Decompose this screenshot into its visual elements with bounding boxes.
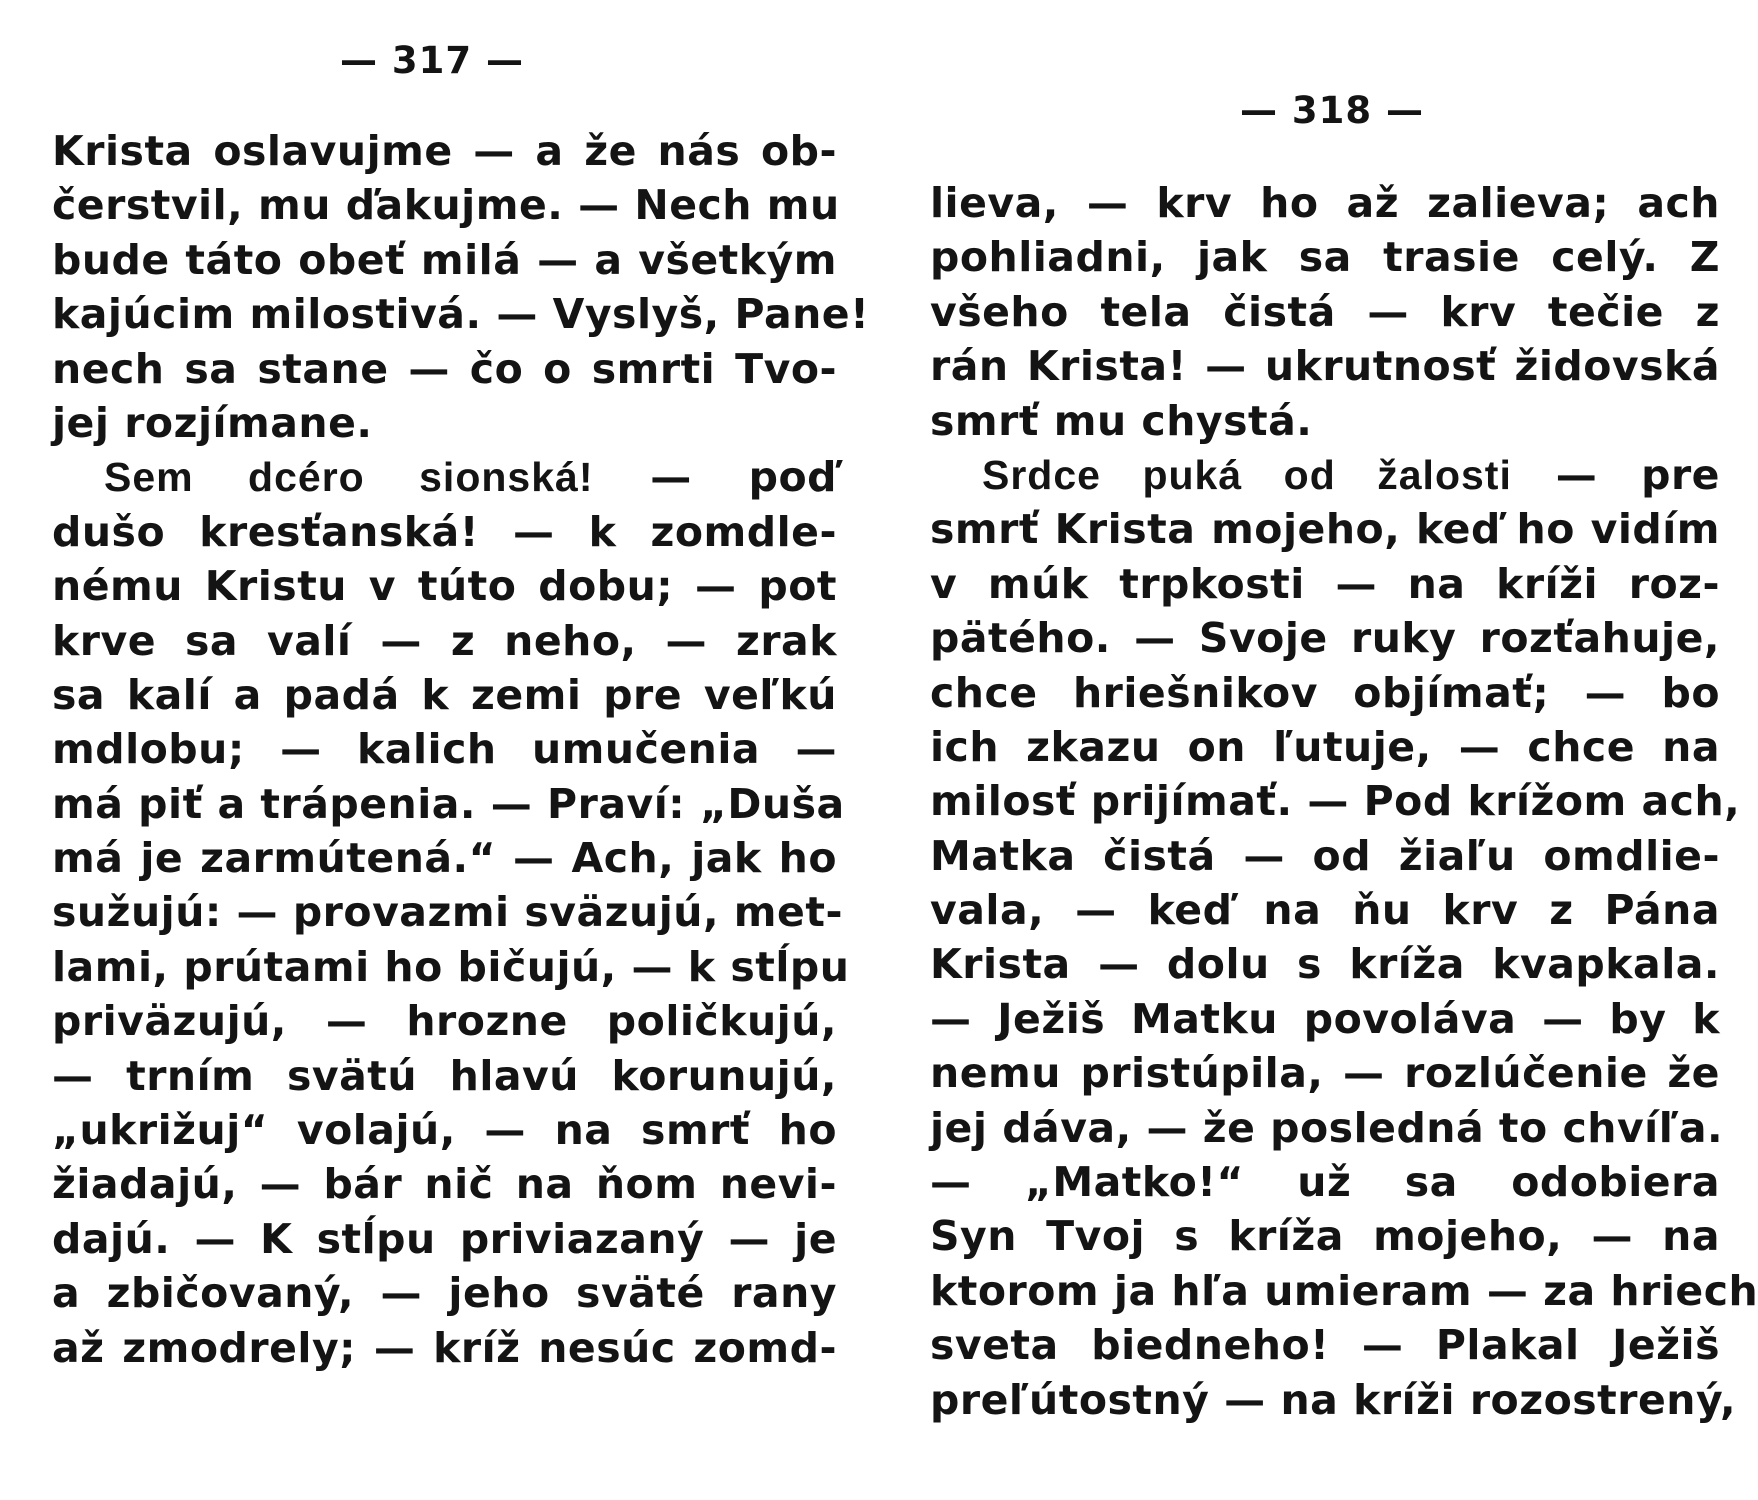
text-line: nemu pristúpila, — rozlúčenie že bbox=[930, 1049, 1720, 1098]
text-line: má je zarmútená.“ — Ach, jak ho bbox=[52, 834, 837, 883]
text-line: milosť prijímať. — Pod krížom ach, bbox=[930, 777, 1741, 826]
text-line: sužujú: — provazmi sväzujú, met- bbox=[52, 888, 843, 937]
heading-continuation: — pre bbox=[1511, 450, 1720, 499]
text-line: Matka čistá — od žiaľu omdlie- bbox=[930, 831, 1720, 880]
text-line: čerstvil, mu ďakujme. — Nech mu bbox=[52, 181, 840, 230]
text-line: „ukrižuj“ volajú, — na smrť ho bbox=[52, 1106, 837, 1155]
text-line: smrť mu chystá. bbox=[930, 396, 1313, 445]
text-line: nech sa stane — čo o smrti Tvo- bbox=[52, 344, 837, 393]
heading-continuation: — poď bbox=[593, 453, 837, 502]
text-line: jej rozjímane. bbox=[52, 398, 373, 447]
text-line: ktorom ja hľa umieram — za hriech bbox=[930, 1266, 1758, 1315]
text-line: preľútostný — na kríži rozostrený, bbox=[930, 1375, 1737, 1424]
text-line: bude táto obeť milá — a všetkým bbox=[52, 235, 837, 284]
text-line: smrť Krista mojeho, keď ho vidím bbox=[930, 505, 1720, 554]
text-line: má piť a trápenia. — Praví: „Duša bbox=[52, 779, 845, 828]
heading-line bbox=[930, 448, 1720, 502]
text-line: — „Matko!“ už sa odobiera bbox=[930, 1158, 1720, 1207]
page-text bbox=[52, 124, 870, 1375]
text-line: ich zkazu on ľutuje, — chce na bbox=[930, 722, 1720, 771]
text-line: a zbičovaný, — jeho sväté rany bbox=[52, 1269, 837, 1318]
right-page bbox=[879, 0, 1758, 1500]
text-line: jej dáva, — že posledná to chvíľa. bbox=[930, 1103, 1724, 1152]
text-line: lami, prútami ho bičujú, — k stĺpu bbox=[52, 942, 850, 991]
text-line: priväzujú, — hrozne poličkujú, bbox=[52, 997, 837, 1046]
text-line: krve sa valí — z neho, — zrak bbox=[52, 616, 837, 665]
text-line: sa kalí a padá k zemi pre veľkú bbox=[52, 670, 837, 719]
text-line: mdlobu; — kalich umučenia — bbox=[52, 725, 837, 774]
section-heading: Sem dcéro sionská! bbox=[104, 454, 594, 501]
text-line: až zmodrely; — kríž nesúc zomd- bbox=[52, 1323, 837, 1372]
text-line: kajúcim milostivá. — Vyslyš, Pane! bbox=[52, 290, 870, 339]
text-line: chce hriešnikov objímať; — bo bbox=[930, 668, 1720, 717]
heading-line bbox=[52, 450, 837, 504]
text-line: Syn Tvoj s kríža mojeho, — na bbox=[930, 1212, 1720, 1261]
text-line: dušo kresťanská! — k zomdle- bbox=[52, 507, 837, 556]
page-text bbox=[930, 176, 1758, 1427]
text-line: žiadajú, — bár nič na ňom nevi- bbox=[52, 1160, 837, 1209]
text-line: pohliadni, jak sa trasie celý. Z bbox=[930, 233, 1720, 282]
text-line: nému Kristu v túto dobu; — pot bbox=[52, 562, 837, 611]
text-line: — trním svätú hlavú korunujú, bbox=[52, 1051, 837, 1100]
page-number: — 317 — bbox=[340, 39, 524, 82]
text-line: dajú. — K stĺpu priviazaný — je bbox=[52, 1214, 837, 1263]
text-line: — Ježiš Matku povoláva — by k bbox=[930, 994, 1720, 1043]
text-line: všeho tela čistá — krv tečie z bbox=[930, 287, 1720, 336]
text-line: lieva, — krv ho až zalieva; ach bbox=[930, 179, 1720, 227]
text-line: sveta biedneho! — Plakal Ježiš bbox=[930, 1321, 1720, 1370]
text-line: Krista oslavujme — a že nás ob- bbox=[52, 127, 837, 175]
text-line: vala, — keď na ňu krv z Pána bbox=[930, 886, 1720, 935]
text-line: pätého. — Svoje ruky rozťahuje, bbox=[930, 614, 1720, 663]
text-line: rán Krista! — ukrutnosť židovská bbox=[930, 342, 1720, 391]
section-heading: Srdce puká od žalosti bbox=[982, 451, 1512, 498]
page-number: — 318 — bbox=[1240, 89, 1424, 132]
text-line: v múk trpkosti — na kríži roz- bbox=[930, 559, 1720, 608]
text-line: Krista — dolu s kríža kvapkala. bbox=[930, 940, 1720, 989]
